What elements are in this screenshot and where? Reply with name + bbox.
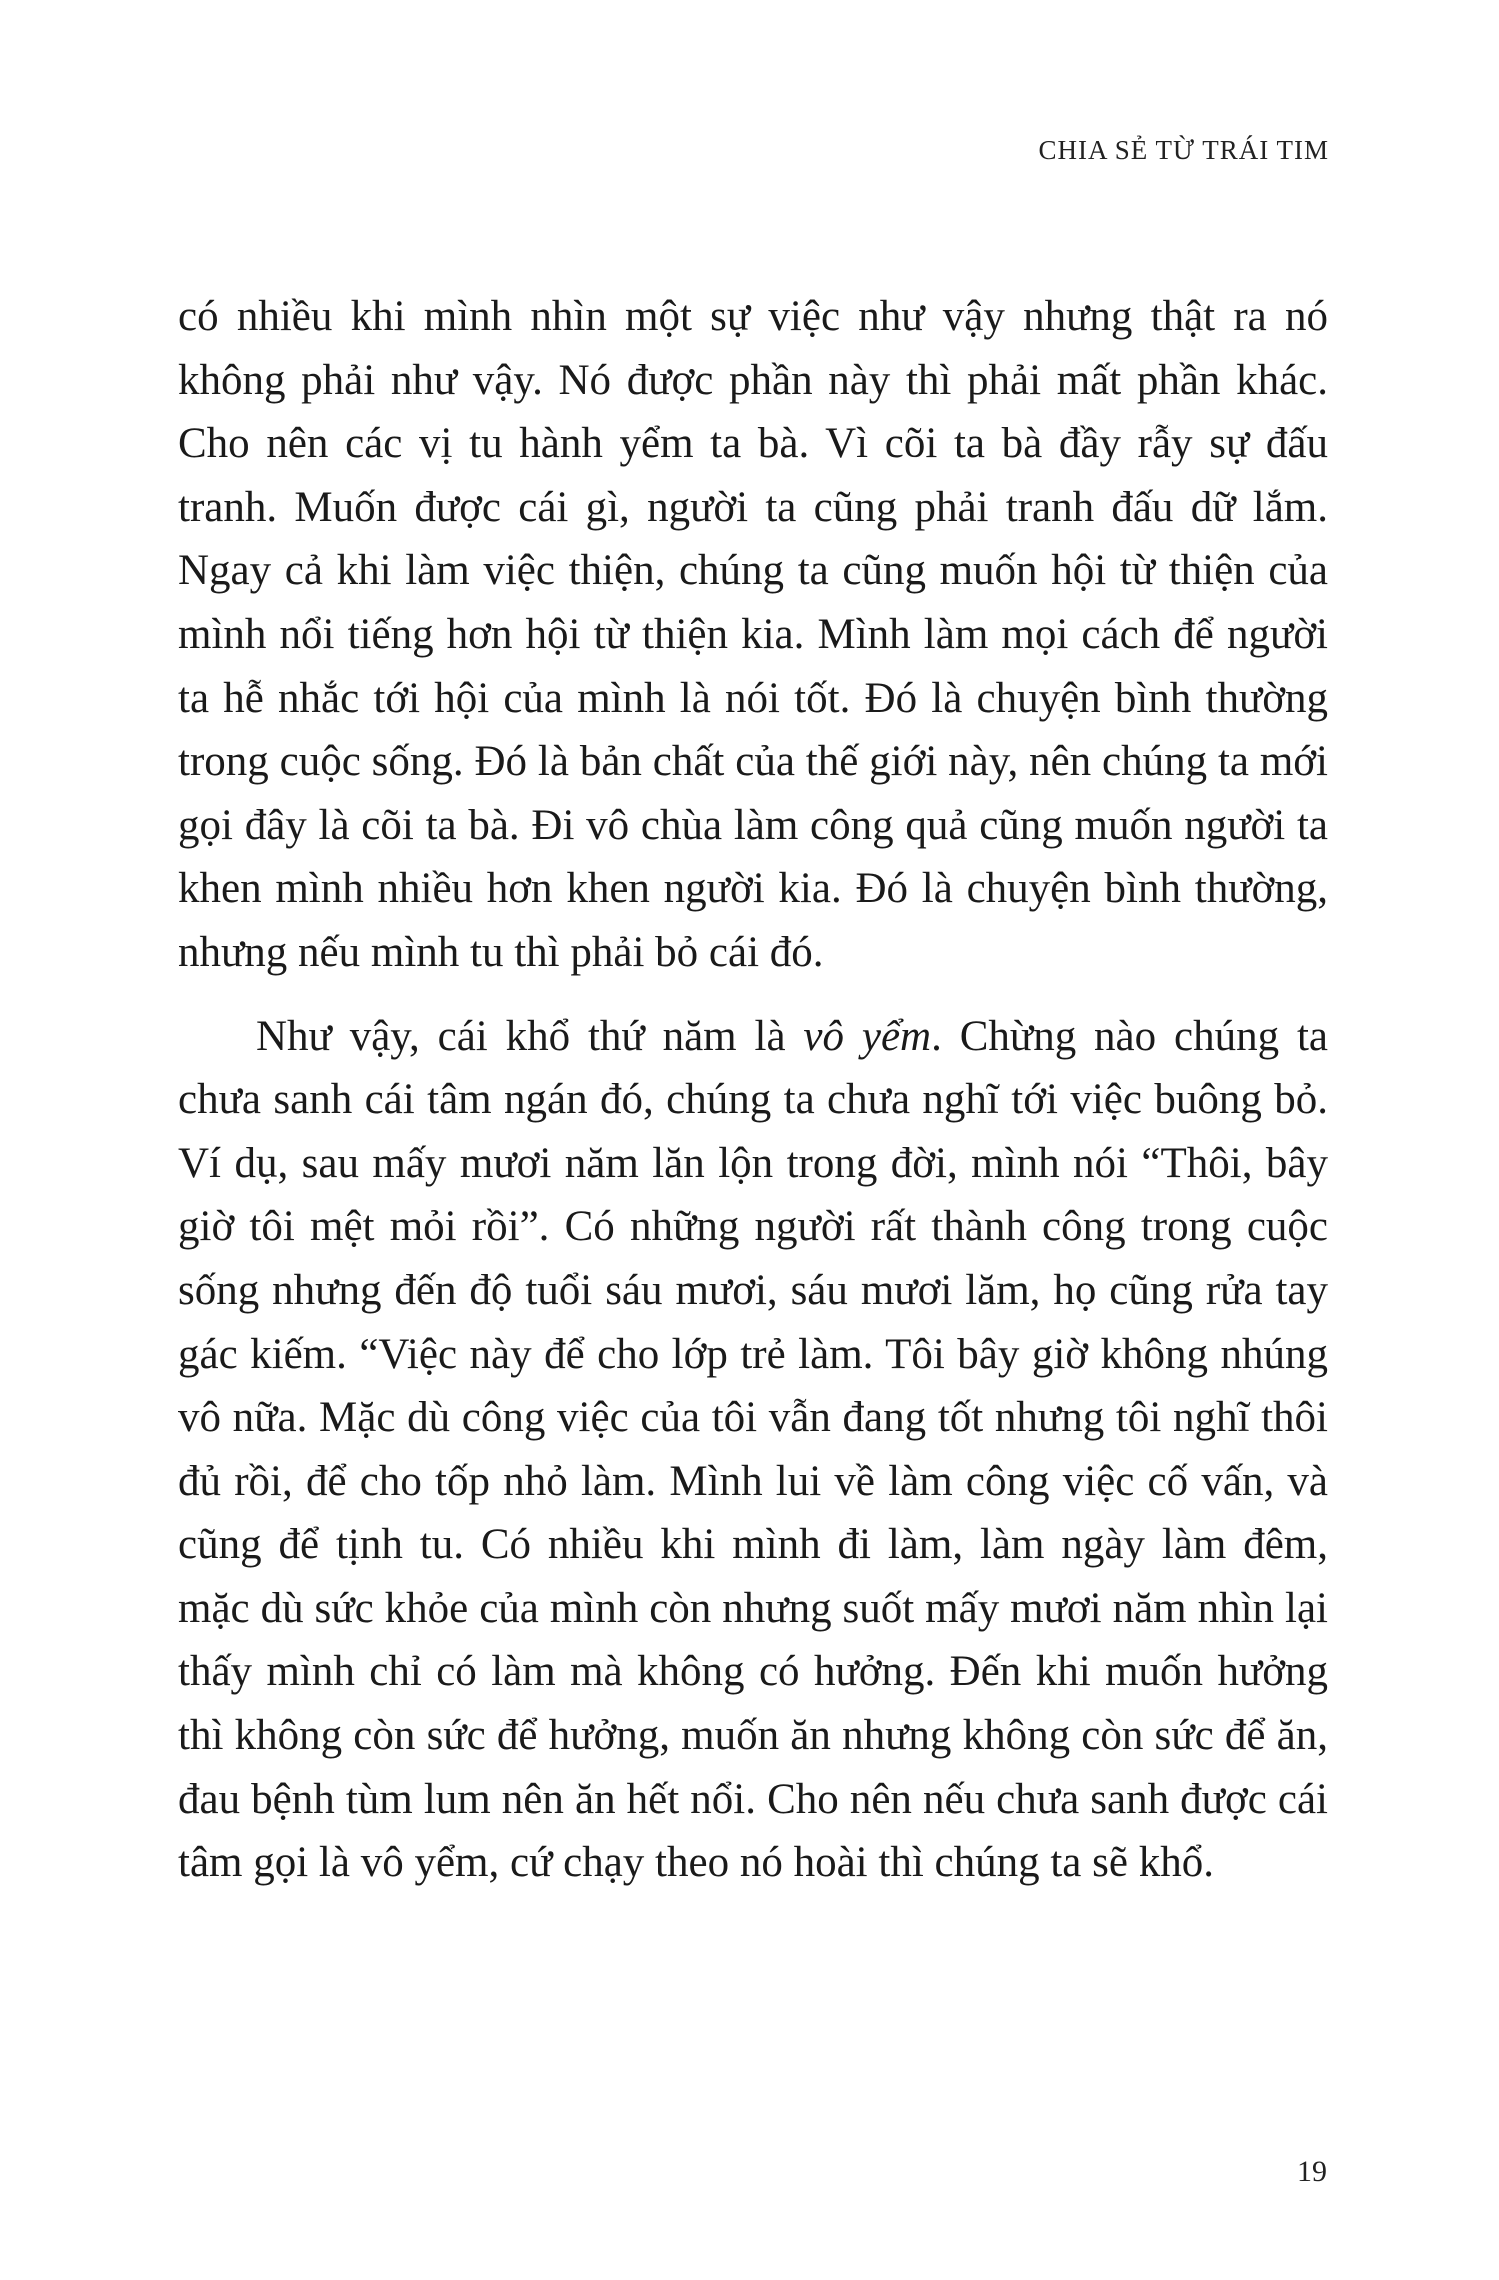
running-title: CHIA SẺ TỪ TRÁI TIM	[1038, 135, 1329, 165]
paragraph-1: có nhiều khi mình nhìn một sự việc như vậy nhưng thật ra nó không phải như vậy. Nó được phần này thì phải mất phần khác. Cho nên các vị tu hành yểm ta bà. Vì cõi ta bà đầy rẫy sự đấu tranh. Muốn được cái gì, người ta cũng phải tranh đấu dữ lắm. Ngay cả khi làm việc thiện, chúng ta cũng muốn hội từ thiện của mình nổi tiếng hơn hội từ thiện kia. Mình làm mọi cách để người ta hễ nhắc tới hội của mình là nói tốt. Đó là chuyện bình thường trong cuộc sống. Đó là bản chất của thế giới này, nên chúng ta mới gọi đây là cõi ta bà. Đi vô chùa làm công quả cũng muốn người ta khen mình nhiều hơn khen người kia. Đó là chuyện bình thường, nhưng nếu mình tu thì phải bỏ cái đó.	[178, 293, 1328, 976]
paragraph-2-rest: . Chừng nào chúng ta chưa sanh cái tâm ngán đó, chúng ta chưa nghĩ tới việc buông bỏ. Ví dụ, sau mấy mươi năm lăn lộn trong đời, mình nói “Thôi, bây giờ tôi mệt mỏi rồi”. Có những người rất thành công trong cuộc sống nhưng đến độ tuổi sáu mươi, sáu mươi lăm, họ cũng rửa tay gác kiếm. “Việc này để cho lớp trẻ làm. Tôi bây giờ không nhúng vô nữa. Mặc dù công việc của tôi vẫn đang tốt nhưng tôi nghĩ thôi đủ rồi, để cho tốp nhỏ làm. Mình lui về làm công việc cố vấn, và cũng để tịnh tu. Có nhiều khi mình đi làm, làm ngày làm đêm, mặc dù sức khỏe của mình còn nhưng suốt mấy mươi năm nhìn lại thấy mình chỉ có làm mà không có hưởng. Đến khi muốn hưởng thì không còn sức để hưởng, muốn ăn nhưng không còn sức để ăn, đau bệnh tùm lum nên ăn hết nổi. Cho nên nếu chưa sanh được cái tâm gọi là vô yểm, cứ chạy theo nó hoài thì chúng ta sẽ khổ.	[178, 1012, 1328, 1887]
paragraph-2-emphasis: vô yểm	[803, 1012, 932, 1060]
page-number: 19	[1297, 2155, 1327, 2188]
paragraph-2	[178, 1005, 1328, 1895]
paragraph-2-lead: Như vậy, cái khổ thứ năm là	[256, 1012, 804, 1060]
body-text	[178, 285, 1328, 1895]
